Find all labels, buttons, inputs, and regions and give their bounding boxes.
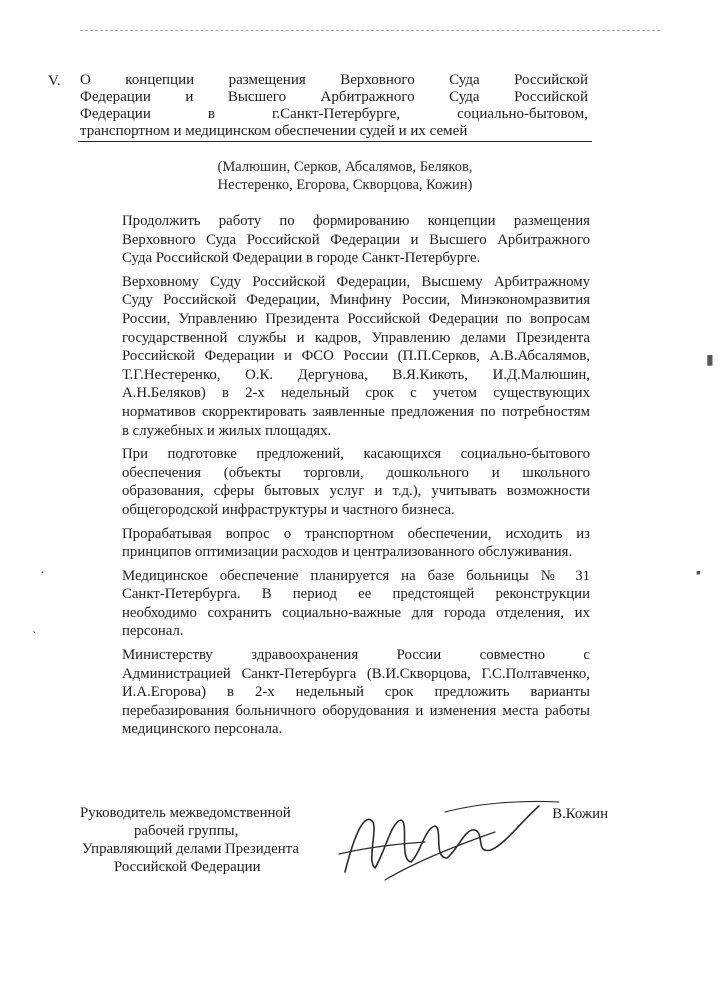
paragraph-line: Верховного Суда Российской Федерации и Высшего Арбитражного (122, 231, 590, 248)
scan-top-rule (80, 30, 660, 31)
paragraph-line: И.А.Егорова) в 2-х недельный срок предложить варианты (122, 684, 590, 701)
section-title-line: О концепции размещения Верховного Суда Российской (80, 72, 588, 88)
title-underline (78, 141, 592, 142)
signatory-position-line: Руководитель межведомственной (80, 805, 291, 821)
scan-mark: ˋ (32, 630, 37, 645)
paragraph-line: Санкт-Петербурга. В период ее предстоящей реконструкции (122, 586, 590, 603)
paragraph-line: Медицинское обеспечение планируется на базе больницы № 31 (122, 567, 590, 584)
paragraph (80, 646, 590, 739)
section-title-line: транспортном и медицинском обеспечении судей и их семей (80, 123, 468, 139)
signatory-position-line: Управляющий делами Президента (82, 841, 299, 857)
paragraph-line: Суда Российской Федерации в городе Санкт-Петербурге. (122, 250, 481, 267)
paragraph-line: персонал. (122, 623, 184, 640)
paragraph-line: Суду Российской Федерации, Минфину России, Минэкономразвития (122, 292, 590, 309)
section-title-line: Федерации в г.Санкт-Петербурге, социально-бытовом, (80, 106, 588, 122)
section-title (80, 72, 588, 140)
signatory-position-line: рабочей группы, (134, 823, 239, 839)
paragraph-line: Т.Г.Нестеренко, О.К. Дергунова, В.Я.Кикоть, И.Д.Малюшин, (122, 366, 590, 383)
section-title-line: Федерации и Высшего Арбитражного Суда Российской (80, 89, 588, 105)
paragraph-line: России, Управлению Президента Российской Федерации по вопросам (122, 310, 590, 327)
paragraph-line: медицинского персонала. (122, 721, 283, 738)
handwritten-signature (325, 792, 565, 892)
paragraph-line: Министерству здравоохранения России совместно с (122, 647, 590, 664)
paragraph-line: Администрацией Санкт-Петербурга (В.И.Скворцова, Г.С.Полтавченко, (122, 665, 590, 682)
responsibles-line: Нестеренко, Егорова, Скворцова, Кожин) (217, 177, 473, 193)
paragraph-line: обеспечения (объекты торговли, дошкольного и школьного (122, 464, 590, 481)
scan-mark: ▮ (706, 353, 714, 368)
signatory-position-line: Российской Федерации (114, 859, 261, 875)
paragraph (80, 273, 590, 440)
paragraph-line: общегородской инфраструктуры и частного бизнеса. (122, 501, 455, 518)
paragraph (80, 212, 590, 268)
paragraph-line: Верховному Суду Российской Федерации, Высшему Арбитражному (122, 273, 590, 290)
paragraph (80, 567, 590, 641)
paragraph-line: образования, сферы бытовых услуг и т.д.), учитывать возможности (122, 483, 590, 500)
paragraph-line: принципов оптимизации расходов и централизованного обслуживания. (122, 544, 573, 561)
paragraph-line: А.Н.Беляков) в 2-х недельный срок с учетом существующих (122, 385, 590, 402)
document-body (80, 212, 590, 744)
paragraph-line: Продолжить работу по формированию концепции размещения (122, 213, 590, 229)
paragraph-line: государственной службы и кадров, Управлению делами Президента (122, 329, 590, 346)
paragraph (80, 525, 590, 562)
section-number: V. (48, 73, 61, 89)
paragraph (80, 445, 590, 519)
responsibles-line: (Малюшин, Серков, Абсалямов, Беляков, (217, 159, 473, 175)
paragraph-line: Российской Федерации и ФСО России (П.П.Серков, А.В.Абсалямов, (122, 348, 590, 365)
signatory-name: В.Кожин (552, 806, 608, 822)
paragraph-line: перебазирования больничного оборудования и изменения места работы (122, 702, 590, 719)
paragraph-line: в служебных и жилых площадях. (122, 422, 332, 439)
paragraph-line: Прорабатывая вопрос о транспортном обеспечении, исходить из (122, 525, 590, 542)
paragraph-line: необходимо сохранить социально-важные для города отделения, их (122, 604, 590, 621)
signature-block (80, 804, 620, 884)
paragraph-line: При подготовке предложений, касающихся социально-бытового (122, 446, 590, 463)
paragraph-line: нормативов скорректировать заявленные предложения по потребностям (122, 403, 590, 420)
responsibles-list (180, 158, 510, 194)
scan-mark: · (40, 566, 45, 581)
scan-mark: ▪ (696, 566, 701, 581)
